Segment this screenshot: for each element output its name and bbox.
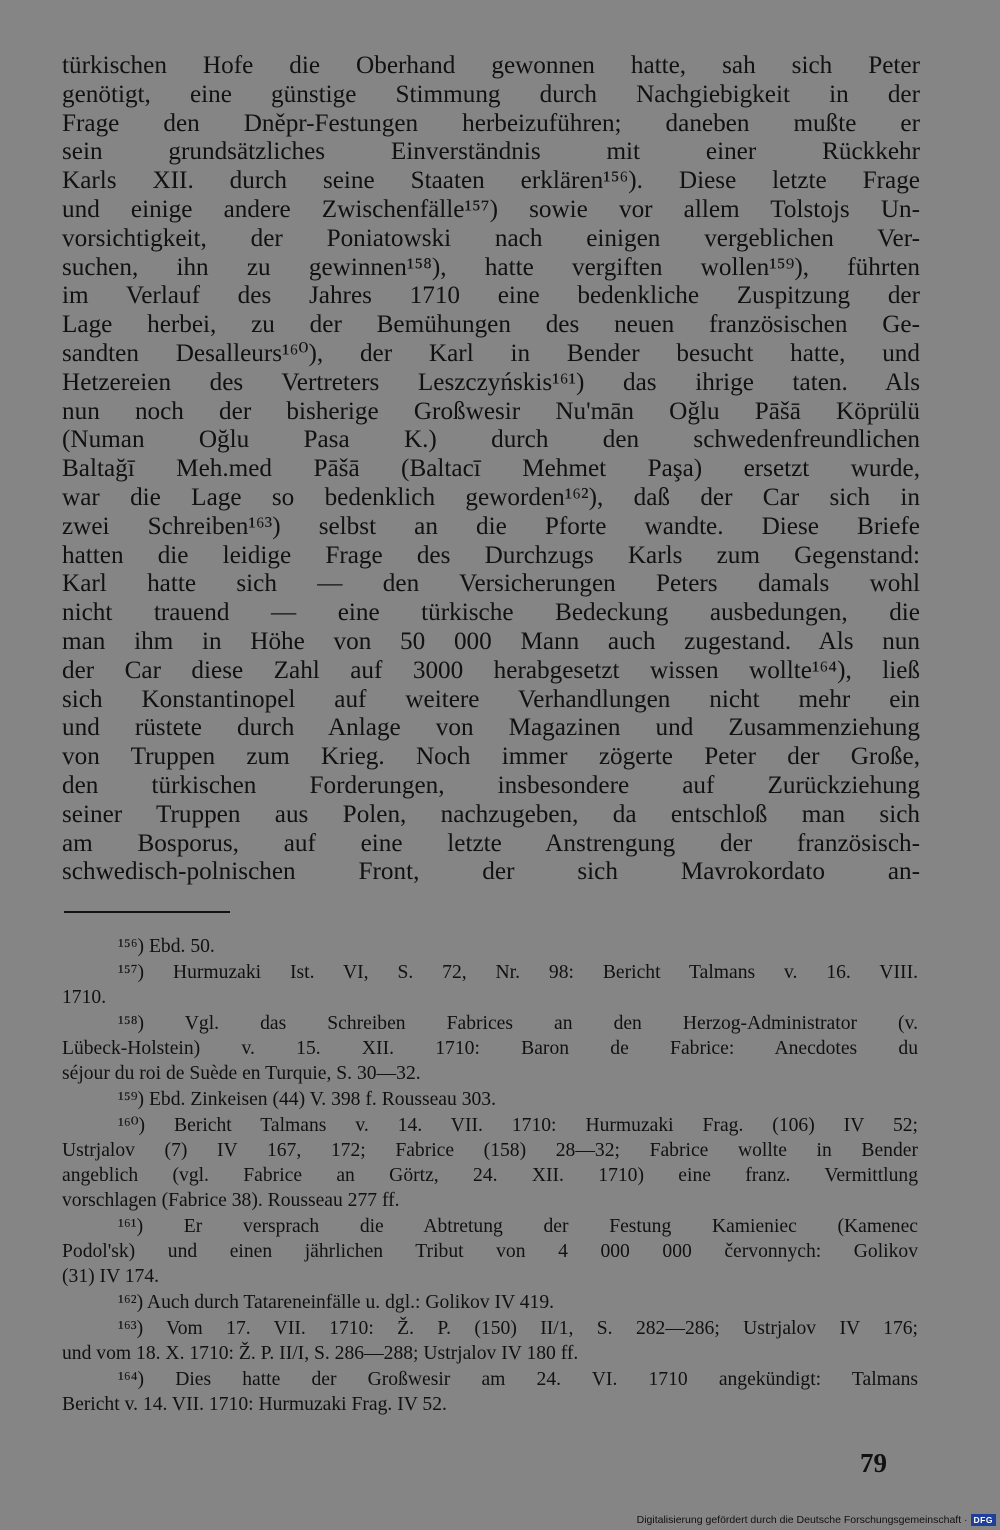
footnote xyxy=(62,1214,918,1289)
main-text xyxy=(62,52,920,887)
text-line: seiner Truppen aus Polen, nachzugeben, da entschloß man sich xyxy=(62,800,920,828)
text-line: und rüstete durch Anlage von Magazinen und Zusammenziehung xyxy=(62,714,920,742)
footnote xyxy=(62,1290,918,1315)
text-line: von Truppen zum Krieg. Noch immer zögerte Peter der Große, xyxy=(62,743,920,771)
footnote xyxy=(62,1011,918,1086)
dfg-logo: DFG xyxy=(971,1514,996,1526)
footnote-line: ¹⁶³) Vom 17. VII. 1710: Ž. P. (150) II/1, S. 282—286; Ustrjalov IV 176; xyxy=(118,1318,918,1339)
text-line: Hetzereien des Vertreters Leszczyńskis¹⁶¹) das ihrige taten. Als xyxy=(62,368,920,396)
footnote-line: ¹⁶⁰) Bericht Talmans v. 14. VII. 1710: Hurmuzaki Frag. (106) IV 52; xyxy=(118,1115,918,1136)
footnote-line: Lübeck-Holstein) v. 15. XII. 1710: Baron de Fabrice: Anecdotes du xyxy=(62,1038,918,1059)
footnote-divider xyxy=(64,911,230,913)
text-line: hatten die leidige Frage des Durchzugs Karls zum Gegenstand: xyxy=(62,541,920,569)
text-line: sein grundsätzliches Einverständnis mit einer Rückkehr xyxy=(62,138,920,166)
text-line: sich Konstantinopel auf weitere Verhandlungen nicht mehr ein xyxy=(62,685,920,713)
footnote-line: (31) IV 174. xyxy=(62,1266,160,1287)
footnote-line: angeblich (vgl. Fabrice an Görtz, 24. XII. 1710) eine franz. Vermittlung xyxy=(62,1165,918,1186)
text-line: der Car diese Zahl auf 3000 herabgesetzt wissen wollte¹⁶⁴), ließ xyxy=(62,656,920,684)
footnote xyxy=(62,1316,918,1366)
footnote xyxy=(62,1367,918,1417)
footnote-line: Podol'sk) und einen jährlichen Tribut von 4 000 000 červonnych: Golikov xyxy=(62,1241,918,1262)
text-line: nicht trauend — eine türkische Bedeckung ausbedungen, die xyxy=(62,599,920,627)
footnote-line: ¹⁵⁸) Vgl. das Schreiben Fabrices an den Herzog-Administrator (v. xyxy=(118,1013,918,1034)
text-line: am Bosporus, auf eine letzte Anstrengung der französisch- xyxy=(62,829,920,857)
footnote-line: ¹⁶¹) Er versprach die Abtretung der Festung Kamieniec (Kamenec xyxy=(118,1216,918,1237)
text-line: türkischen Hofe die Oberhand gewonnen hatte, sah sich Peter xyxy=(62,52,920,79)
text-line: man ihm in Höhe von 50 000 Mann auch zugestand. Als nun xyxy=(62,627,920,655)
text-line: schwedisch-polnischen Front, der sich Mavrokordato an- xyxy=(62,858,920,886)
footnote-line: ¹⁵⁶) Ebd. 50. xyxy=(118,936,215,957)
text-line: Baltağī Meh.med Pāšā (Baltacī Mehmet Paşa) ersetzt wurde, xyxy=(62,455,920,483)
text-line: Frage den Dněpr-Festungen herbeizuführen; daneben mußte er xyxy=(62,109,920,137)
footnote-line: und vom 18. X. 1710: Ž. P. II/I, S. 286—288; Ustrjalov IV 180 ff. xyxy=(62,1343,579,1364)
footnotes xyxy=(62,934,918,1418)
text-line: nun noch der bisherige Großwesir Nu'mān Oğlu Pāšā Köprülü xyxy=(62,397,920,425)
footnote-line: ¹⁶²) Auch durch Tatareneinfälle u. dgl.: Golikov IV 419. xyxy=(118,1292,555,1313)
footnote-line: séjour du roi de Suède en Turquie, S. 30—32. xyxy=(62,1063,421,1084)
footnote-line: vorschlagen (Fabrice 38). Rousseau 277 ff. xyxy=(62,1190,400,1211)
text-line: den türkischen Forderungen, insbesondere auf Zurückziehung xyxy=(62,771,920,799)
text-line: und einige andere Zwischenfälle¹⁵⁷) sowie vor allem Tolstojs Un- xyxy=(62,195,920,223)
text-line: vorsichtigkeit, der Poniatowski nach einigen vergeblichen Ver- xyxy=(62,224,920,252)
text-line: Karl hatte sich — den Versicherungen Peters damals wohl xyxy=(62,570,920,598)
footnote xyxy=(62,1087,918,1112)
text-line: suchen, ihn zu gewinnen¹⁵⁸), hatte vergiften wollen¹⁵⁹), führten xyxy=(62,253,920,281)
footnote xyxy=(62,1113,918,1213)
text-line: sandten Desalleurs¹⁶⁰), der Karl in Bender besucht hatte, und xyxy=(62,339,920,367)
text-line: Lage herbei, zu der Bemühungen des neuen französischen Ge- xyxy=(62,311,920,339)
text-line: im Verlauf des Jahres 1710 eine bedenkliche Zuspitzung der xyxy=(62,282,920,310)
footnote-line: Bericht v. 14. VII. 1710: Hurmuzaki Frag. IV 52. xyxy=(62,1394,447,1415)
text-line: war die Lage so bedenklich geworden¹⁶²), daß der Car sich in xyxy=(62,483,920,511)
footnote xyxy=(62,934,918,959)
footnote-line: 1710. xyxy=(62,987,107,1008)
text-line: zwei Schreiben¹⁶³) selbst an die Pforte wandte. Diese Briefe xyxy=(62,512,920,540)
digitization-credit xyxy=(637,1514,996,1526)
page-body xyxy=(62,52,920,887)
footnote xyxy=(62,960,918,1010)
text-line: Karls XII. durch seine Staaten erklären¹⁵⁶). Diese letzte Frage xyxy=(62,167,920,195)
footnote-line: ¹⁵⁹) Ebd. Zinkeisen (44) V. 398 f. Rousseau 303. xyxy=(118,1089,496,1110)
footnote-line: Ustrjalov (7) IV 167, 172; Fabrice (158) 28—32; Fabrice wollte in Bender xyxy=(62,1140,918,1161)
credit-text: Digitalisierung gefördert durch die Deutsche Forschungsgemeinschaft · xyxy=(636,1514,968,1526)
footnote-line: ¹⁶⁴) Dies hatte der Großwesir am 24. VI. 1710 angekündigt: Talmans xyxy=(118,1369,918,1390)
text-line: (Numan Oğlu Pasa K.) durch den schwedenfreundlichen xyxy=(62,426,920,454)
footnote-line: ¹⁵⁷) Hurmuzaki Ist. VI, S. 72, Nr. 98: Bericht Talmans v. 16. VIII. xyxy=(118,962,918,983)
page-number: 79 xyxy=(860,1448,887,1478)
text-line: genötigt, eine günstige Stimmung durch Nachgiebigkeit in der xyxy=(62,80,920,108)
